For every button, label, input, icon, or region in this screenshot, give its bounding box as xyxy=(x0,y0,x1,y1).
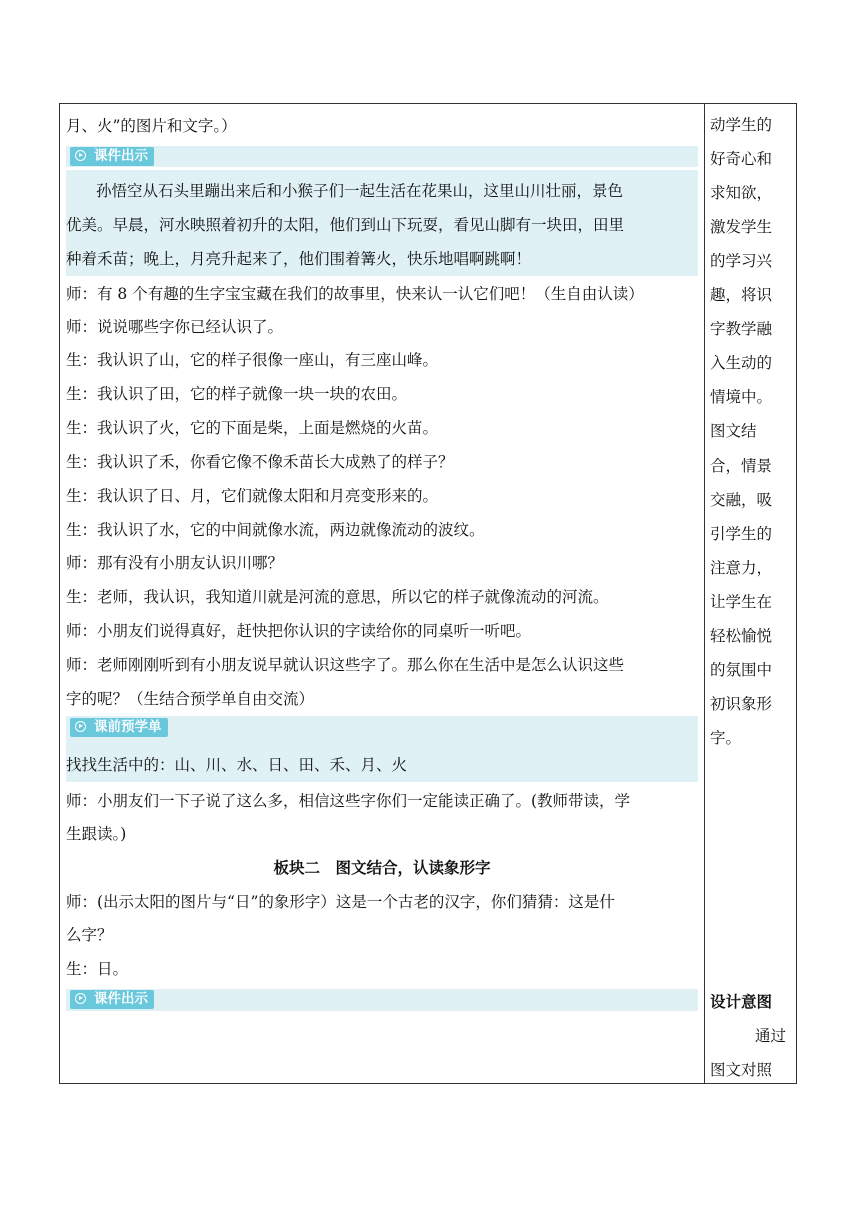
section-line-3: 生：日。 xyxy=(66,960,129,978)
dialogue-line: 生：我认识了水，它的中间就像水流，两边就像流动的波纹。 xyxy=(66,521,485,539)
play-icon xyxy=(75,721,86,732)
column-divider xyxy=(704,104,705,1083)
play-icon xyxy=(75,150,86,161)
dialogue-line: 生：我认识了日、月，它们就像太阳和月亮变形来的。 xyxy=(66,487,439,505)
section-heading: 板块二 图文结合，认读象形字 xyxy=(273,859,491,877)
side-note-line: 图文结 xyxy=(710,422,757,441)
story-line-1: 孙悟空从石头里蹦出来后和小猴子们一起生活在花果山，这里山川壮丽，景色 xyxy=(96,182,624,200)
side-note-line: 引学生的 xyxy=(710,524,773,543)
preview-label: 课前预学单 xyxy=(94,719,162,735)
courseware-band-2 xyxy=(66,989,698,1011)
dialogue-line: 生：老师，我认识，我知道川就是河流的意思，所以它的样子就像流动的河流。 xyxy=(66,588,609,606)
story-line-2: 优美。早晨，河水映照着初升的太阳，他们到山下玩耍，看见山脚有一块田，田里 xyxy=(66,216,625,234)
side-note-line: 入生动的 xyxy=(710,354,773,373)
play-icon xyxy=(75,993,86,1004)
courseware-label-2: 课件出示 xyxy=(94,991,148,1007)
side-note-line: 合，情景 xyxy=(710,456,773,475)
side-note-line: 注意力， xyxy=(710,558,773,577)
dialogue-line: 师：说说哪些字你已经认识了。 xyxy=(66,318,284,336)
side-note-line: 求知欲， xyxy=(710,184,773,203)
design-note-line: 通过 xyxy=(754,1027,786,1045)
story-line-3: 种着禾苗；晚上，月亮升起来了，他们围着篝火，快乐地唱啊跳啊！ xyxy=(66,250,532,268)
side-note-line: 激发学生 xyxy=(710,218,773,237)
side-note-line: 字教学融 xyxy=(710,320,773,339)
side-note-line: 的学习兴 xyxy=(710,252,773,271)
courseware-label-1: 课件出示 xyxy=(94,148,148,164)
side-note-line: 的氛围中 xyxy=(710,660,773,679)
design-note-line: 图文对照 xyxy=(710,1061,773,1079)
side-note-line: 字。 xyxy=(710,728,742,747)
after-preview-line-2: 生跟读。) xyxy=(66,825,127,843)
dialogue-line: 师：有 8 个有趣的生字宝宝藏在我们的故事里，快来认一认它们吧！（生自由认读） xyxy=(66,285,644,303)
courseware-band-1 xyxy=(66,146,698,167)
section-line-2: 么字？ xyxy=(66,926,113,944)
courseware-tag-2 xyxy=(70,990,154,1009)
side-note-line: 好奇心和 xyxy=(710,150,773,169)
side-note-line: 趣，将识 xyxy=(710,286,773,305)
preview-tag xyxy=(70,718,168,737)
design-intent-title: 设计意图 xyxy=(710,993,773,1011)
side-note-line: 轻松愉悦 xyxy=(710,626,773,645)
section-line-1: 师：(出示太阳的图片与“日”的象形字）这是一个古老的汉字，你们猜猜：这是什 xyxy=(66,893,615,911)
dialogue-line: 生：我认识了田，它的样子就像一块一块的农田。 xyxy=(66,385,408,403)
dialogue-line: 生：我认识了禾，你看它像不像禾苗长大成熟了的样子？ xyxy=(66,453,454,471)
continued-line: 月、火”的图片和文字。） xyxy=(66,117,237,135)
dialogue-line: 生：我认识了山，它的样子很像一座山，有三座山峰。 xyxy=(66,351,439,369)
side-note-line: 情境中。 xyxy=(710,388,773,407)
side-note-line: 交融，吸 xyxy=(710,490,773,509)
dialogue-line: 师：小朋友们说得真好，赶快把你认识的字读给你的同桌听一听吧。 xyxy=(66,622,532,640)
dialogue-line: 师：那有没有小朋友认识川哪？ xyxy=(66,554,284,572)
side-note-line: 动学生的 xyxy=(710,116,773,134)
after-preview-line-1: 师：小朋友们一下子说了这么多，相信这些字你们一定能读正确了。(教师带读，学 xyxy=(66,792,631,810)
preview-text: 找找生活中的：山、川、水、日、田、禾、月、火 xyxy=(66,756,408,774)
side-note-line: 初识象形 xyxy=(710,694,773,713)
side-note-line: 让学生在 xyxy=(710,592,773,611)
lesson-table xyxy=(59,103,797,1084)
dialogue-line: 字的呢？（生结合预学单自由交流） xyxy=(66,690,315,708)
courseware-tag-1 xyxy=(70,147,154,166)
dialogue-line: 生：我认识了火，它的下面是柴，上面是燃烧的火苗。 xyxy=(66,419,439,437)
dialogue-line: 师：老师刚刚听到有小朋友说早就认识这些字了。那么你在生活中是怎么认识这些 xyxy=(66,656,625,674)
